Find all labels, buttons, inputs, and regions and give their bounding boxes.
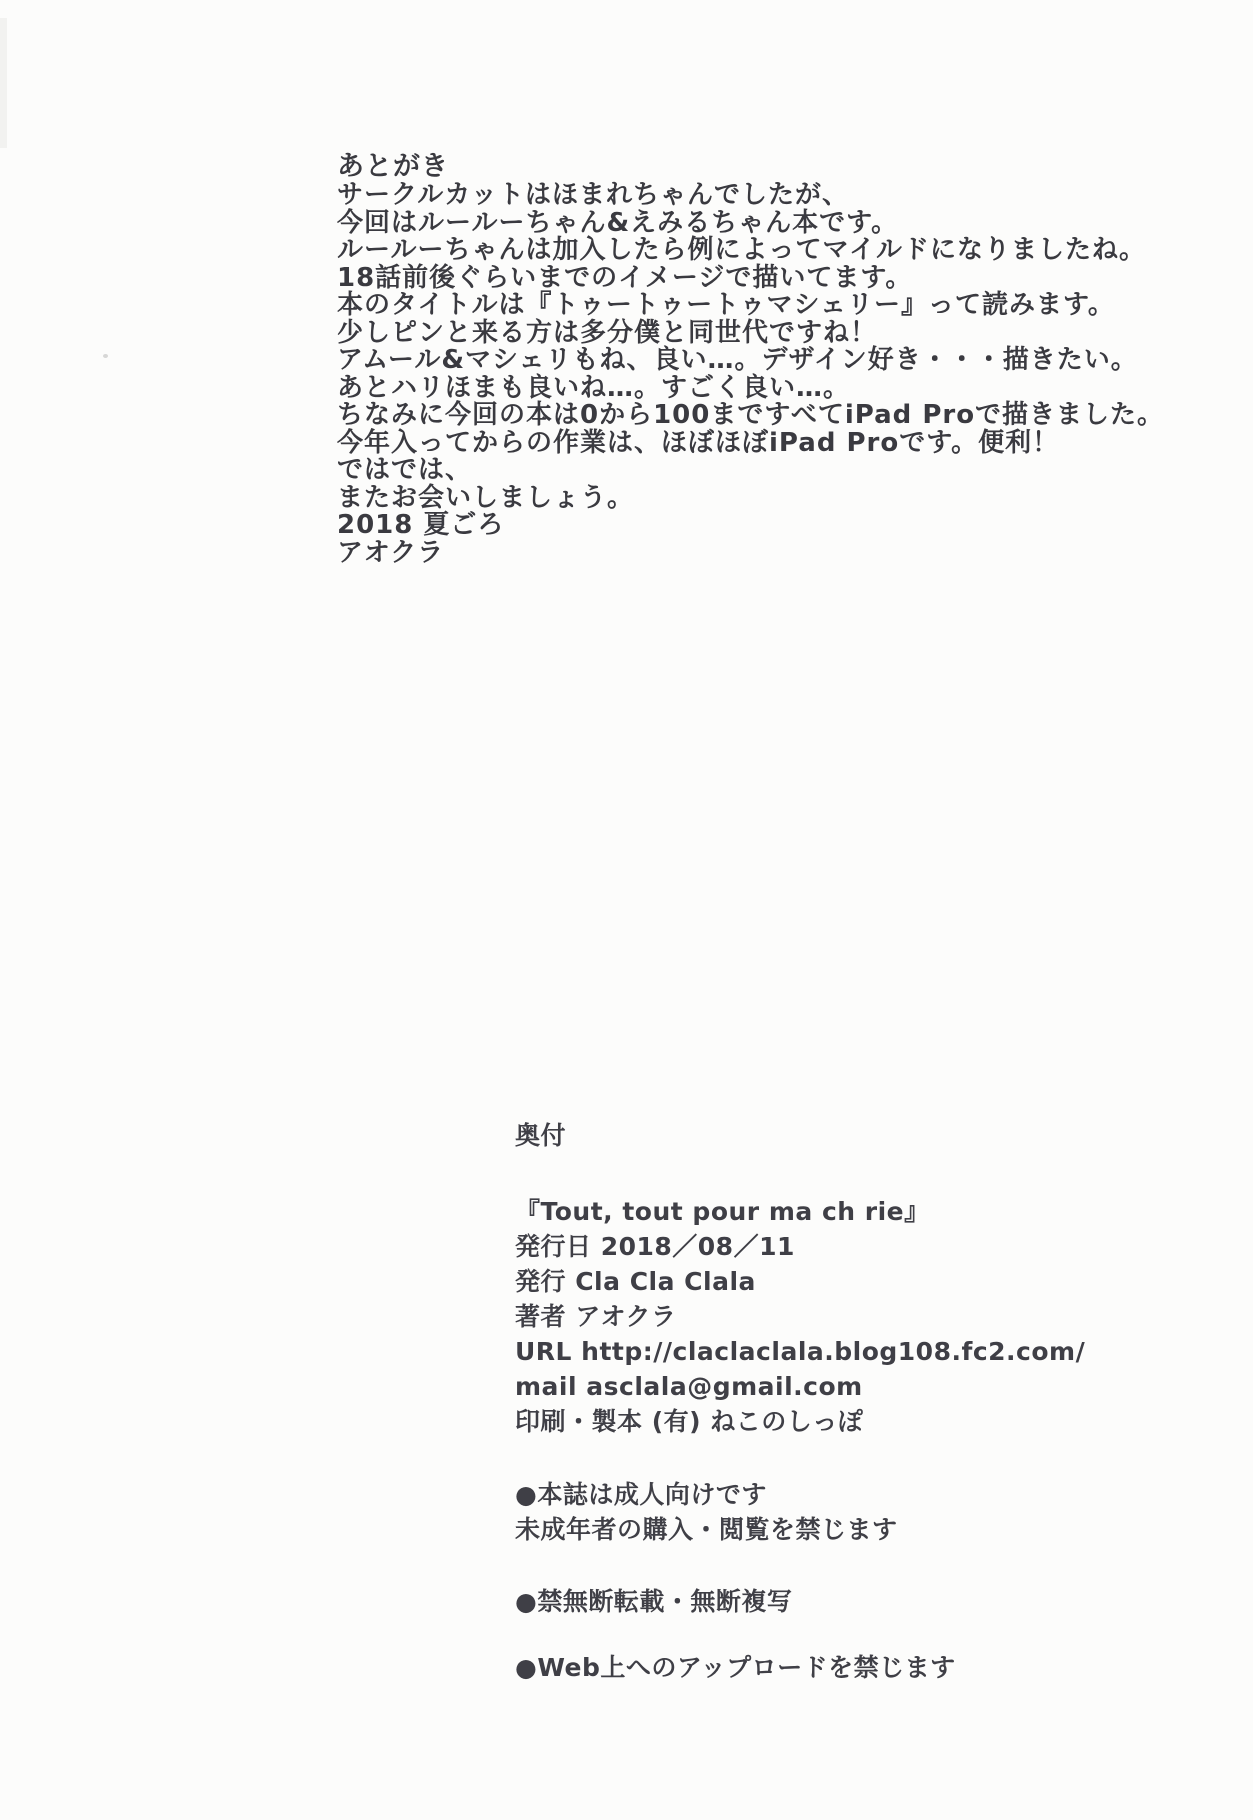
colophon-publisher: 発行 Cla Cla Clala: [515, 1267, 756, 1296]
colophon-title: 『Tout, tout pour ma ch rie』: [515, 1197, 930, 1226]
afterword-line: 18話前後ぐらいまでのイメージで描いてます。: [337, 262, 913, 293]
afterword-paragraph: [337, 457, 1057, 512]
afterword-section: [337, 151, 1165, 568]
afterword-line: サークルカットはほまれちゃんでしたが、: [337, 180, 849, 210]
signature-author: アオクラ: [337, 537, 445, 568]
scan-edge-shade: [0, 18, 7, 148]
colophon-mail: mail asclala@gmail.com: [515, 1372, 863, 1401]
afterword-signature: [337, 512, 1057, 567]
colophon-lines: [515, 1194, 1135, 1439]
notice-no-reprint: ●禁無断転載・無断複写: [515, 1587, 793, 1616]
signature-date: 2018 夏ごろ: [337, 510, 505, 540]
afterword-paragraph: [337, 400, 1165, 458]
afterword-line: 今回はルールーちゃん&えみるちゃん本です。: [337, 207, 899, 238]
colophon-heading: 奥付: [515, 1121, 567, 1150]
colophon-publish-date: 発行日 2018／08／11: [515, 1232, 795, 1261]
afterword-paragraph: [337, 345, 1138, 403]
afterword-line: 少しピンと来る方は多分僕と同世代ですね！: [337, 317, 878, 348]
notice-no-upload: ●Web上へのアップロードを禁じます: [515, 1653, 956, 1682]
colophon-url: URL http://claclaclala.blog108.fc2.com/: [515, 1337, 1086, 1366]
colophon-section: [515, 1120, 1135, 1685]
notice-minors: 未成年者の購入・閲覧を禁じます: [515, 1515, 898, 1544]
notice-adult-only: ●本誌は成人向けです: [515, 1480, 767, 1509]
afterword-line: 本のタイトルは『トゥートゥートゥマシェリー』って読みます。: [337, 290, 1115, 320]
colophon-author: 著者 アオクラ: [515, 1302, 677, 1331]
afterword-line: ちなみに今回の本は0から100まですべてiPad Proで描きました。: [337, 400, 1165, 430]
colophon-printer: 印刷・製本 (有) ねこのしっぽ: [515, 1407, 864, 1436]
afterword-line: 今年入ってからの作業は、ほぼほぼiPad Proです。便利！: [337, 427, 1060, 458]
afterword-paragraph: [337, 290, 1115, 348]
afterword-heading: あとがき: [337, 151, 449, 182]
colophon-notices: [515, 1477, 1135, 1685]
afterword-line: あとハリほまも良いね…。すごく良い…。: [337, 372, 851, 403]
afterword-line: またお会いしましょう。: [337, 482, 635, 513]
afterword-paragraph: [337, 180, 1146, 293]
afterword-line: ルールーちゃんは加入したら例によってマイルドになりましたね。: [337, 235, 1146, 265]
afterword-line: ではでは、: [337, 455, 473, 485]
scan-speck: [103, 354, 108, 358]
afterword-line: アムール&マシェリもね、良い…。デザイン好き・・・描きたい。: [337, 345, 1138, 375]
